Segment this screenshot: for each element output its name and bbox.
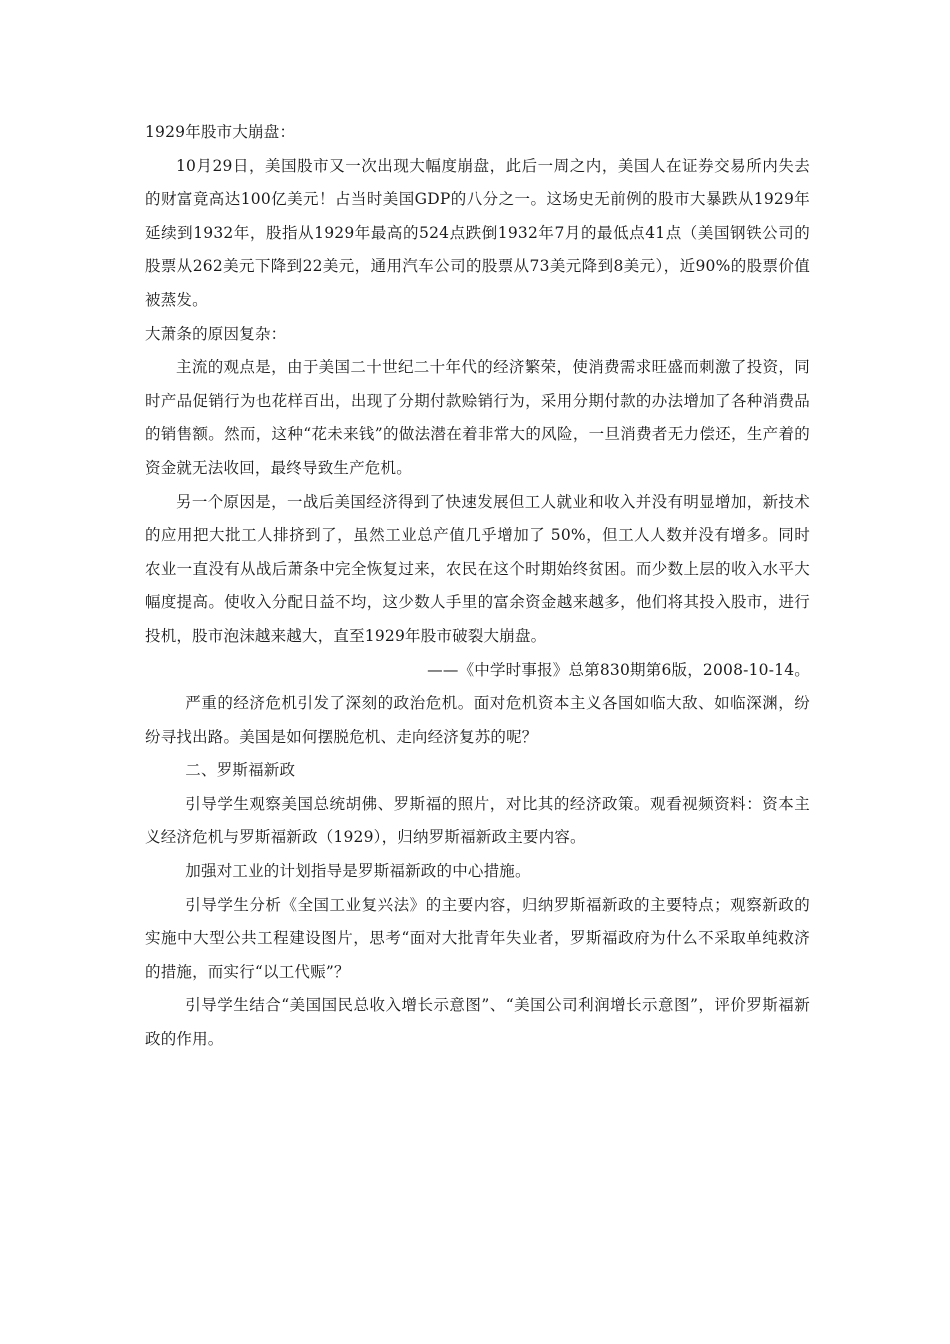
- paragraph-guide-photos: 引导学生观察美国总统胡佛、罗斯福的照片，对比其的经济政策。观看视频资料：资本主义经济危机与罗斯福新政（1929），归纳罗斯福新政主要内容。: [145, 794, 810, 847]
- heading-depression-causes: 大萧条的原因复杂：: [145, 324, 287, 343]
- heading-stock-crash: 1929年股市大崩盘：: [145, 123, 296, 141]
- paragraph-political-crisis: 严重的经济危机引发了深刻的政治危机。面对危机资本主义各国如临大敌、如临深渊，纷纷寻找出路。美国是如何摆脱危机、走向经济复苏的呢？: [145, 694, 810, 746]
- paragraph-mainstream-view: 主流的观点是，由于美国二十世纪二十年代的经济繁荣，使消费需求旺盛而刺激了投资，同时产品促销行为也花样百出，出现了分期付款赊销行为，采用分期付款的办法增加了各种消费品的销售额。然而，这种“花未来钱”的做法潜在着非常大的风险，一旦消费者无力偿还，生产着的资金就无法收回，最终导致生产危机。: [145, 358, 810, 477]
- paragraph-guide-analysis: 引导学生分析《全国工业复兴法》的主要内容，归纳罗斯福新政的主要特点；观察新政的实施中大型公共工程建设图片，思考“面对大批青年失业者，罗斯福政府为什么不采取单纯救济的措施，而实行“以工代赈”？: [145, 895, 810, 981]
- paragraph-central-measure: 加强对工业的计划指导是罗斯福新政的中心措施。: [185, 862, 531, 881]
- paragraph-guide-evaluate: 引导学生结合“美国国民总收入增长示意图”、“美国公司利润增长示意图”，评价罗斯福新政的作用。: [145, 996, 810, 1049]
- document-body: [145, 116, 810, 1057]
- section-heading-new-deal: 二、罗斯福新政: [185, 761, 296, 780]
- source-citation: ——《中学时事报》总第830期第6版，2008-10-14。: [427, 660, 810, 679]
- paragraph-other-reason: 另一个原因是，一战后美国经济得到了快速发展但工人就业和收入并没有明显增加，新技术的应用把大批工人排挤到了，虽然工业总产值几乎增加了 50%，但工人人数并没有增多。同时农业一直没有从战后萧条中完全恢复过来，农民在这个时期始终贫困。而少数上层的收入水平大幅度提高。使收入分配日益不均，这少数人手里的富余资金越来越多，他们将其投入股市，进行投机，股市泡沫越来越大，直至1929年股市破裂大崩盘。: [145, 492, 810, 645]
- paragraph-crash-details: 10月29日，美国股市又一次出现大幅度崩盘，此后一周之内，美国人在证券交易所内失去的财富竟高达100亿美元！占当时美国GDP的八分之一。这场史无前例的股市大暴跌从1929年延续到1932年，股指从1929年最高的524点跌倒1932年7月的最低点41点（美国钢铁公司的股票从262美元下降到22美元，通用汽车公司的股票从73美元降到8美元），近90%的股票价值被蒸发。: [145, 156, 810, 309]
